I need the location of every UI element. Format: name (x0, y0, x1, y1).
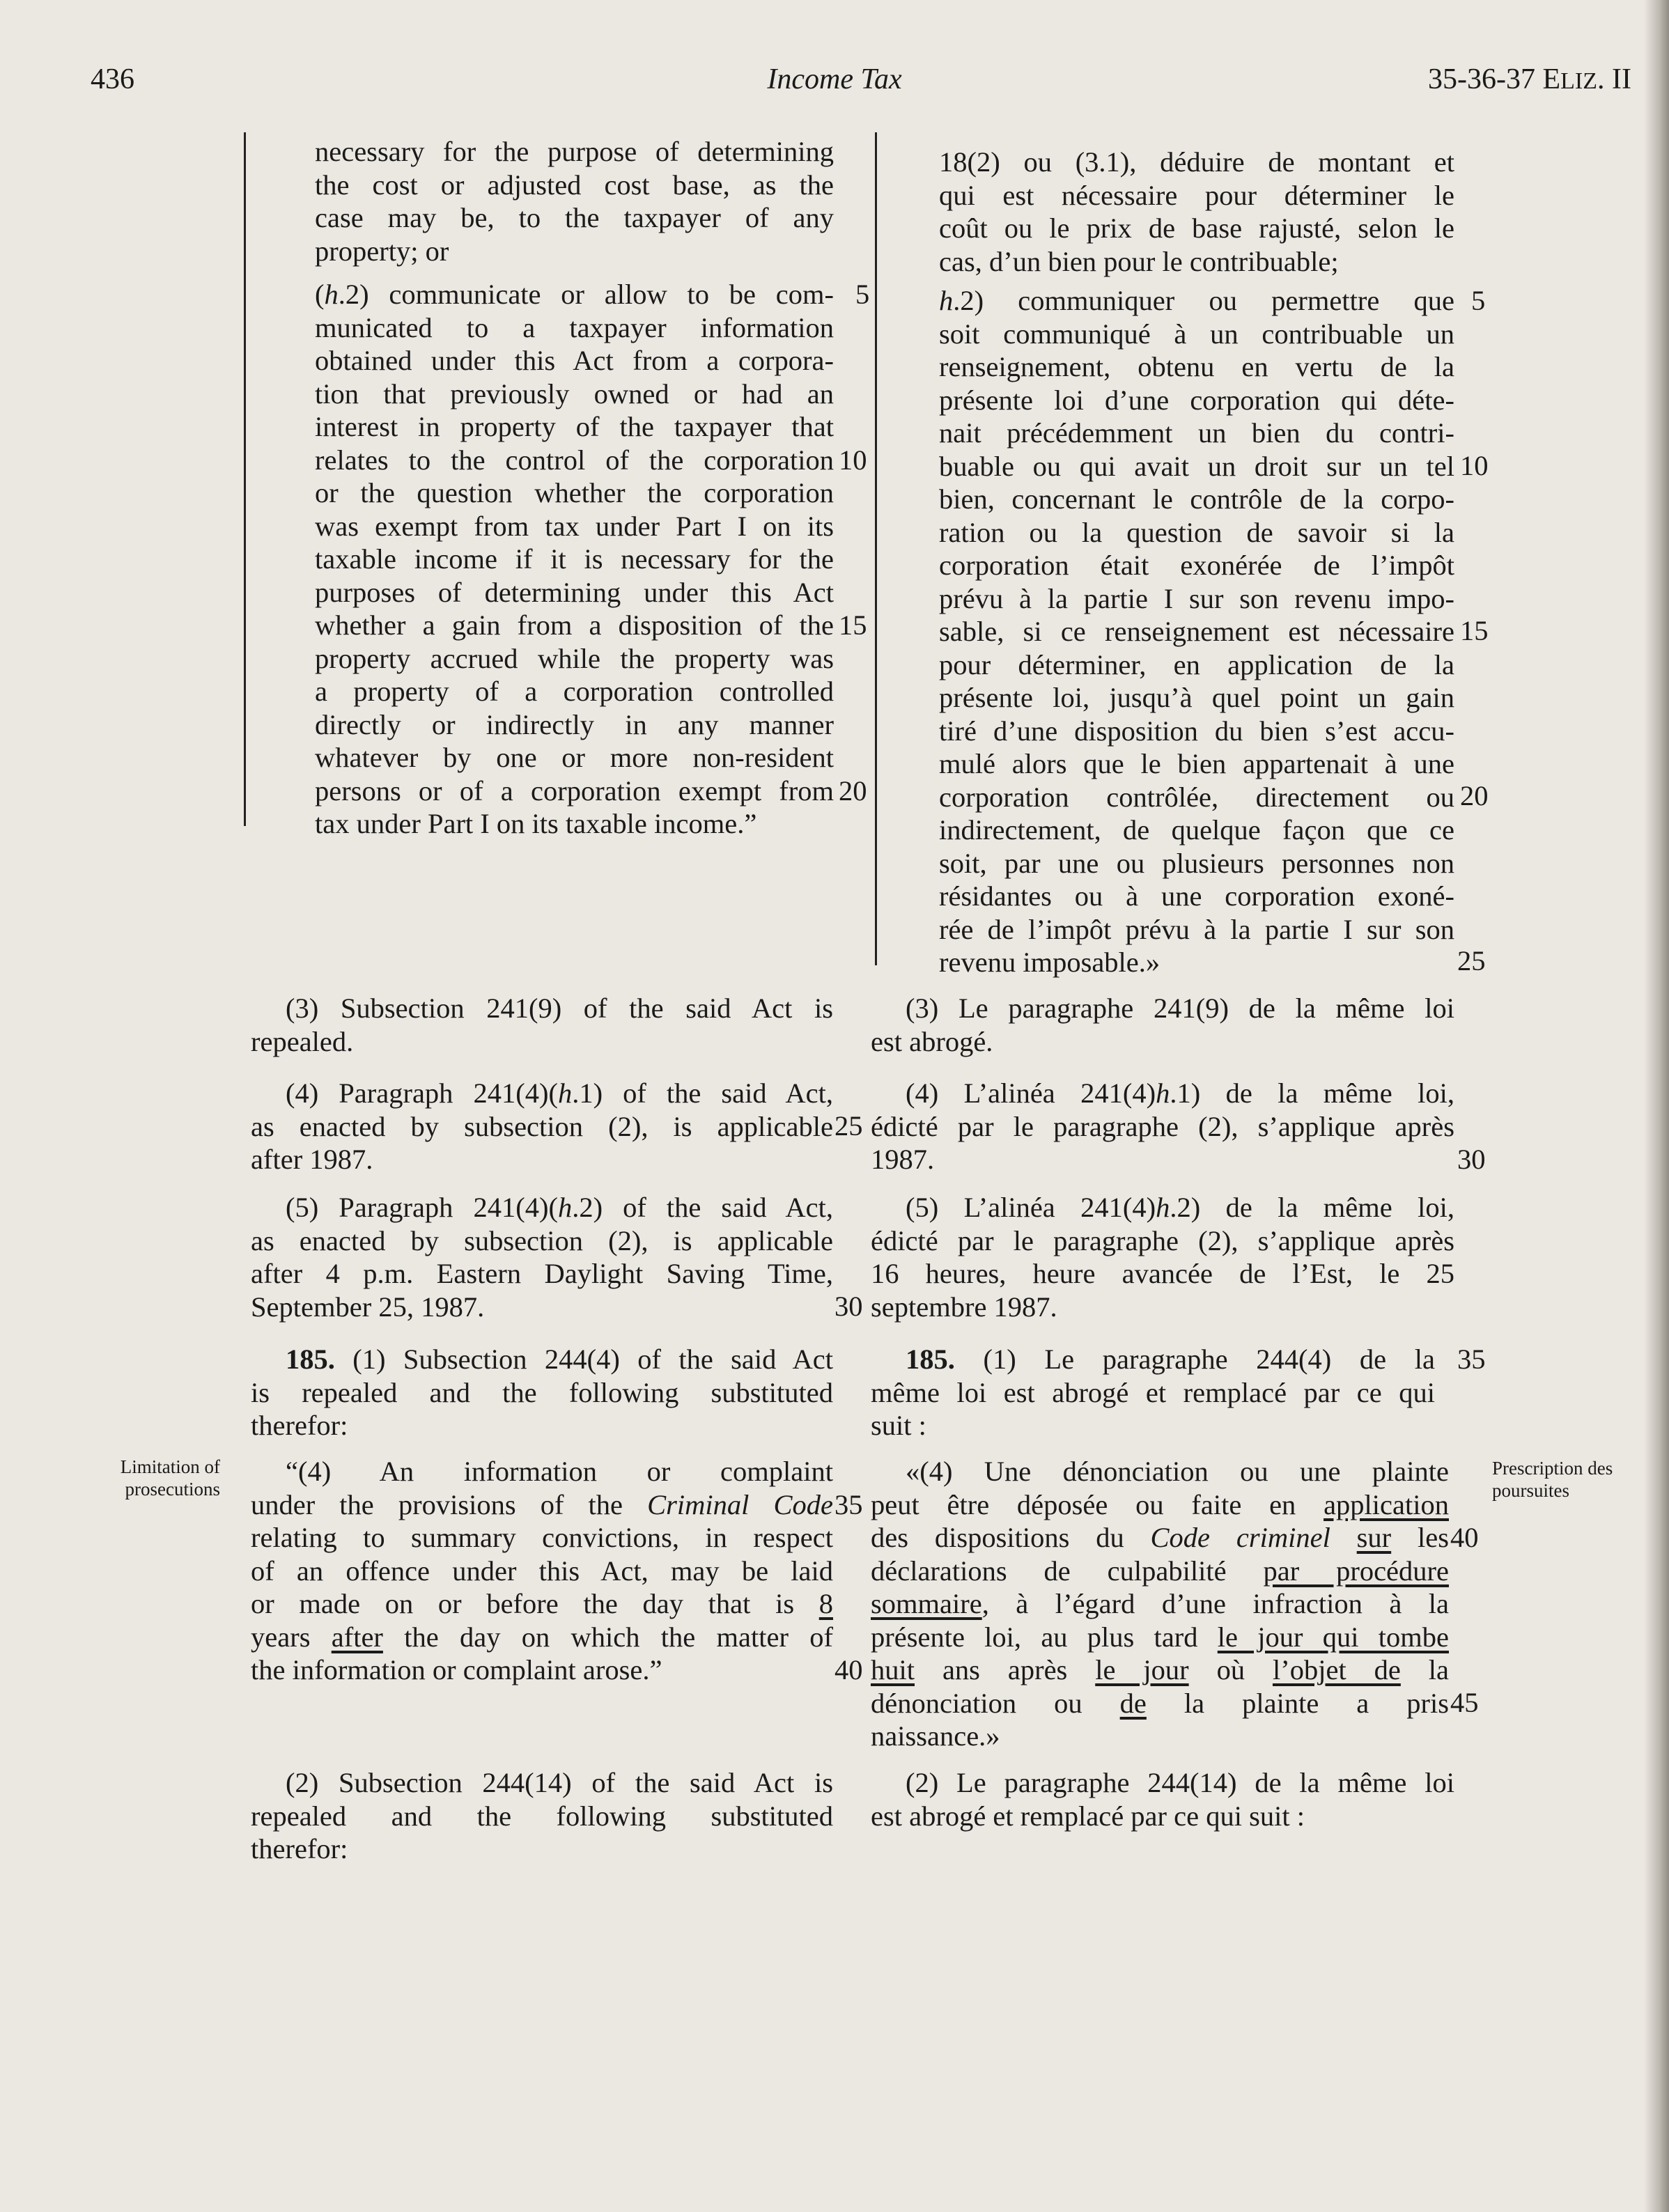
en-section-185-2: (2) Subsection 244(14) of the said Act is repealed and the following substituted therefor: (251, 1767, 833, 1864)
en-subsection-5: (5) Paragraph 241(4)(h.2) of the said Act, as enacted by subsection (2), is applicable after 4 p.m. Eastern Daylight Saving Time, September 25, 1987. (251, 1192, 834, 1323)
fr-subsection-3: (3) Le paragraphe 241(9) de la même loi est abrogé. (871, 992, 1454, 1057)
en-line-number: 40 (834, 1654, 863, 1685)
en-quoted-subsection-4: “(4) An information or complaint under the provisions of the Criminal Code relating to summary convictions, in respect of an offence under this Act, may be laid or made on or before the day that is 8 years after the day on which the matter of the information or complaint arose.” (251, 1456, 833, 1685)
fr-subsection-4: (4) L’alinéa 241(4)h.1) de la même loi, édicté par le paragraphe (2), s’applique après 1987. (871, 1077, 1454, 1175)
session-reference: 35-36-37 ELIZ. II (1428, 63, 1631, 95)
fr-subsection-5: (5) L’alinéa 241(4)h.2) de la même loi, édicté par le paragraphe (2), s’applique après 16 heures, heure avancée de l’Est, le 25 septembre 1987. (871, 1192, 1454, 1323)
en-h2-heading: (h.2) communicate or allow to be com- (315, 279, 834, 310)
fr-section-185-2: (2) Le paragraphe 244(14) de la même loi est abrogé et remplacé par ce qui suit : (871, 1767, 1454, 1832)
en-line-number: 10 (839, 444, 867, 476)
en-line-number: 30 (834, 1291, 863, 1322)
fr-h2-heading: h.2) communiquer ou permettre que (939, 285, 1454, 316)
fr-quoted-subsection-4: «(4) Une dénonciation ou une plainte peut être déposée ou faite en application des dispositions du Code criminel sur les déclarations de culpabilité par procédure sommaire, à l’égard d’une infraction à la présente loi, au plus tard le jour qui tombe huit ans après le jour où l’objet de la dénonciation ou de la plainte a pris naissance.» (871, 1456, 1450, 1752)
fr-paragraph-h1-tail: 18(2) ou (3.1), déduire de montant et qui est nécessaire pour déterminer le coût ou le prix de base rajusté, selon le cas, d’un bien pour le contribuable; (939, 146, 1454, 277)
en-subsection-4: (4) Paragraph 241(4)(h.1) of the said Act, as enacted by subsection (2), is applicable after 1987. (251, 1077, 834, 1175)
en-line-number: 35 (834, 1489, 863, 1520)
amendment-rule-fr (875, 132, 877, 965)
fr-margin-note: Prescription des poursuites (1492, 1458, 1613, 1501)
en-section-185: 185. (1) Subsection 244(4) of the said Act is repealed and the following substituted therefor: (251, 1343, 833, 1441)
fr-paragraph-h2: h.2) communiquer ou permettre que soit communiqué à un contribuable un renseignement, obtenu en vertu de la présente loi d’une corporation qui déte- nait précédemment un bien du contri- buable ou qui avait un droit sur un tel bien, concernant le contrôle de la corpo- ration ou la question de savoir si la corporation était exonérée de l’impôt prévu à la partie I sur son revenu impo- sable, si ce renseignement est nécessaire pour déterminer, en application de la présente loi, jusqu’à quel point un gain tiré d’une disposition du bien s’est accu- mulé alors que le bien appartenait à une corporation contrôlée, directement ou indirectement, de quelque façon que ce soit, par une ou plusieurs personnes non résidantes ou à une corporation exoné- rée de l’impôt prévu à la partie I sur son revenu imposable.» (939, 285, 1454, 978)
en-line-number: 20 (839, 775, 867, 807)
amendment-rule-en (244, 132, 246, 826)
fr-line-number: 30 (1457, 1144, 1486, 1175)
fr-line-number: 5 (1471, 285, 1486, 316)
en-margin-note: Limitation of prosecutions (120, 1456, 220, 1500)
fr-line-number: 15 (1460, 615, 1489, 646)
en-subsection-3: (3) Subsection 241(9) of the said Act is repealed. (251, 992, 833, 1057)
en-line-number: 25 (834, 1110, 863, 1142)
fr-section-185: 185. (1) Le paragraphe 244(4) de la même loi est abrogé et remplacé par ce qui suit : (871, 1343, 1436, 1441)
page-edge-shadow (1644, 0, 1669, 2212)
fr-line-number: 35 (1457, 1343, 1486, 1375)
fr-line-number: 45 (1450, 1687, 1479, 1718)
page-number: 436 (91, 63, 134, 95)
fr-line-number: 20 (1460, 780, 1489, 811)
fr-line-number: 25 (1457, 945, 1486, 976)
running-title: Income Tax (767, 63, 902, 95)
fr-line-number: 40 (1450, 1522, 1479, 1553)
en-line-number: 15 (839, 609, 867, 641)
en-paragraph-h1-tail: necessary for the purpose of determining the cost or adjusted cost base, as the case may be, to the taxpayer of any property; or (315, 136, 834, 267)
fr-line-number: 10 (1460, 450, 1489, 481)
en-paragraph-h2: (h.2) communicate or allow to be com- municated to a taxpayer information obtained under this Act from a corpora- tion that previously owned or had an interest in property of the taxpayer that relates to the control of the corporation or the question whether the corporation was exempt from tax under Part I on its taxable income if it is necessary for the purposes of determining under this Act whether a gain from a disposition of the property accrued while the property was a property of a corporation controlled directly or indirectly in any manner whatever by one or more non-resident persons or of a corporation exempt from tax under Part I on its taxable income.” (315, 279, 834, 839)
en-line-number: 5 (855, 279, 870, 310)
